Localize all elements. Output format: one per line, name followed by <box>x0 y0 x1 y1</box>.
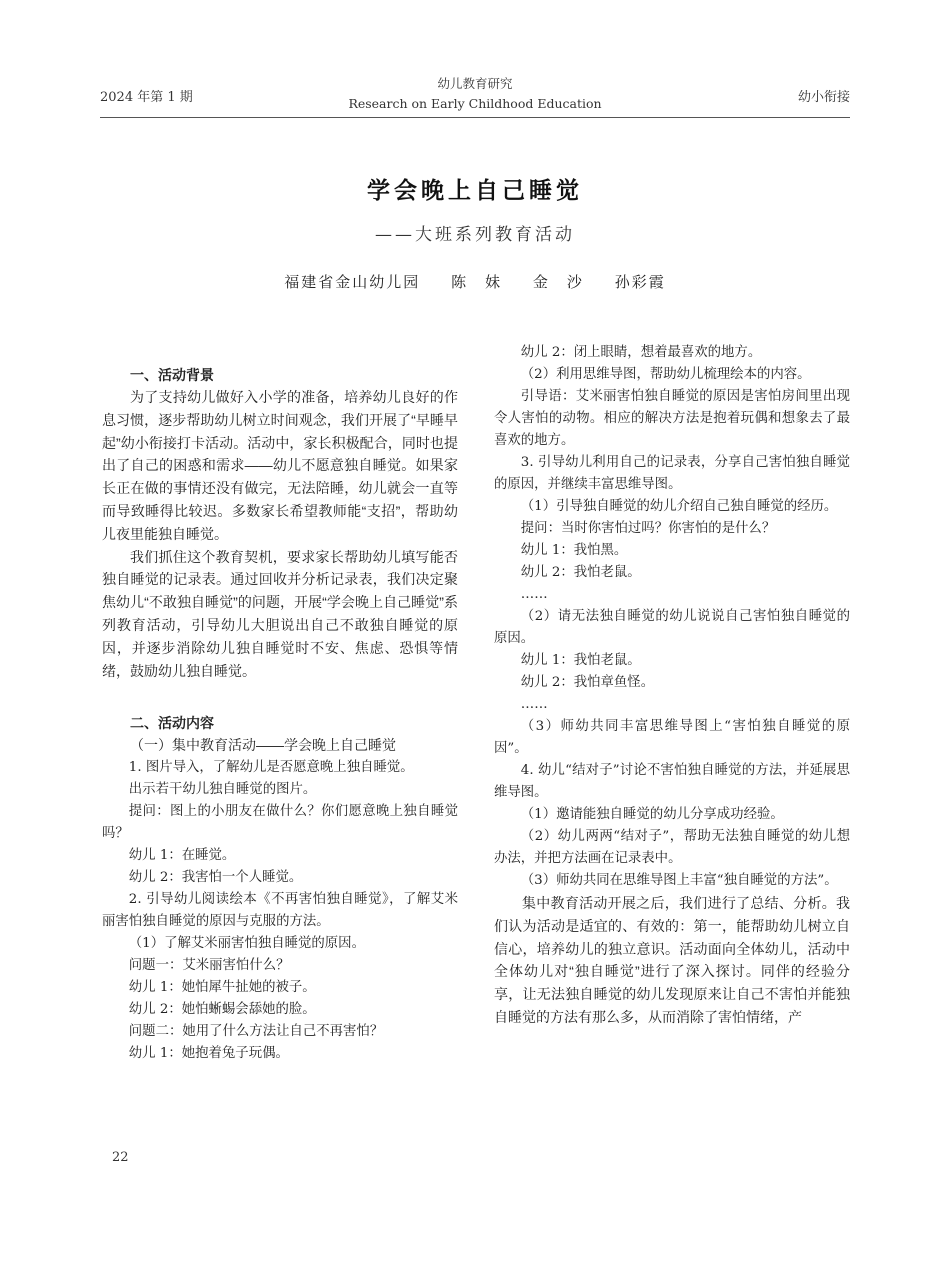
journal-name-cn: 幼儿教育研究 <box>437 76 513 91</box>
paragraph: 幼儿 2：我怕老鼠。 <box>520 565 641 580</box>
paragraph: 幼儿 1：我怕黑。 <box>520 543 628 558</box>
section-heading: 二、活动内容 <box>130 715 214 732</box>
paragraph: 引导语：艾米丽害怕独自睡觉的原因是害怕房间里出现令人害怕的动物。相应的解决方法是抱着玩偶和想象去了最喜欢的地方。 <box>494 389 850 448</box>
paragraph: （2）利用思维导图，帮助幼儿梳理绘本的内容。 <box>520 367 811 382</box>
paragraph: 3. 引导幼儿利用自己的记录表，分享自己害怕独自睡觉的原因，并继续丰富思维导图。 <box>494 455 850 492</box>
paragraph: 幼儿 1：在睡觉。 <box>128 848 236 864</box>
paragraph: 幼儿 1：我怕老鼠。 <box>520 653 641 668</box>
paragraph: 问题二：她用了什么方法让自己不再害怕？ <box>128 1024 384 1040</box>
paragraph: （1）邀请能独自睡觉的幼儿分享成功经验。 <box>520 807 784 822</box>
paragraph: 出示若干幼儿独自睡觉的图片。 <box>128 782 317 798</box>
paragraph: 幼儿 2：闭上眼睛，想着最喜欢的地方。 <box>520 345 762 360</box>
paragraph: （3）师幼共同在思维导图上丰富“独自睡觉的方法”。 <box>520 873 838 888</box>
paragraph: 4. 幼儿“结对子”讨论不害怕独自睡觉的方法，并延展思维导图。 <box>494 763 850 800</box>
paragraph: 幼儿 2：我害怕一个人睡觉。 <box>128 870 303 886</box>
paragraph: 幼儿 2：我怕章鱼怪。 <box>520 675 655 690</box>
paragraph: 问题一：艾米丽害怕什么？ <box>128 958 290 974</box>
affiliation: 福建省金山幼儿园 <box>284 273 421 291</box>
paragraph: 提问：当时你害怕过吗？你害怕的是什么？ <box>520 521 776 536</box>
page-number: 22 <box>112 1150 129 1165</box>
page-header <box>0 0 950 118</box>
section-label: 幼小衔接 <box>797 90 850 105</box>
author-name: 孙彩霞 <box>614 273 666 291</box>
article-subtitle: ——大班系列教育活动 <box>375 225 575 245</box>
author-line <box>0 271 950 292</box>
author-name: 陈 妹 <box>451 273 503 291</box>
paragraph: （1）了解艾米丽害怕独自睡觉的原因。 <box>128 936 365 952</box>
paragraph: 幼儿 2：她怕蜥蜴会舔她的脸。 <box>128 1002 316 1018</box>
paragraph: 幼儿 1：她怕犀牛扯她的被子。 <box>128 980 316 996</box>
paragraph: 提问：图上的小朋友在做什么？你们愿意晚上独自睡觉吗？ <box>102 804 458 842</box>
issue-label: 2024 年第 1 期 <box>100 90 193 105</box>
article-title: 学会晚上自己睡觉 <box>367 177 583 204</box>
paragraph: （1）引导独自睡觉的幼儿介绍自己独自睡觉的经历。 <box>520 499 838 514</box>
paragraph: 我们抓住这个教育契机，要求家长帮助幼儿填写能否独自睡觉的记录表。通过回收并分析记录表，我们决定聚焦幼儿“不敢独自睡觉”的问题，开展“学会晚上自己睡觉”系列教育活动，引导幼儿大胆说出自己不敢独自睡觉的原因，并逐步消除幼儿独自睡觉时不安、焦虑、恐惧等情绪，鼓励幼儿独自睡觉。 <box>102 548 458 679</box>
paragraph: 集中教育活动开展之后，我们进行了总结、分析。我们认为活动是适宜的、有效的：第一，能帮助幼儿树立自信心，培养幼儿的独立意识。活动面向全体幼儿，活动中全体幼儿对“独自睡觉”进行了深入探讨。同伴的经验分享，让无法独自睡觉的幼儿发现原来让自己不害怕并能独自睡觉的方法有那么多，从而消除了害怕情绪，产 <box>494 895 850 1025</box>
journal-name-en: Research on Early Childhood Education <box>348 96 602 111</box>
paragraph: （2）幼儿两两“结对子”，帮助无法独自睡觉的幼儿想办法，并把方法画在记录表中。 <box>494 829 850 866</box>
right-column <box>494 342 850 1029</box>
header-divider <box>100 117 850 118</box>
left-column <box>102 342 458 1065</box>
paragraph: …… <box>520 587 548 602</box>
paragraph: （3）师幼共同丰富思维导图上“害怕独自睡觉的原因”。 <box>494 719 850 756</box>
paragraph: 为了支持幼儿做好入小学的准备，培养幼儿良好的作息习惯，逐步帮助幼儿树立时间观念，我们开展了“早睡早起”幼小衔接打卡活动。活动中，家长积极配合，同时也提出了自己的困惑和需求——幼儿不愿意独自睡觉。如果家长正在做的事情还没有做完，无法陪睡，幼儿就会一直等而导致睡得比较迟。多数家长希望教师能“支招”，帮助幼儿夜里能独自睡觉。 <box>102 389 458 542</box>
paragraph: 幼儿 1：她抱着兔子玩偶。 <box>128 1046 289 1062</box>
paragraph: 2. 引导幼儿阅读绘本《不再害怕独自睡觉》，了解艾米丽害怕独自睡觉的原因与克服的方法。 <box>102 892 458 930</box>
section-heading: 一、活动背景 <box>130 367 214 383</box>
paragraph: （2）请无法独自睡觉的幼儿说说自己害怕独自睡觉的原因。 <box>494 609 850 646</box>
paragraph: 1. 图片导入，了解幼儿是否愿意晚上独自睡觉。 <box>128 760 414 776</box>
author-name: 金 沙 <box>532 273 584 291</box>
subsection-heading: （一）集中教育活动——学会晚上自己睡觉 <box>130 737 396 754</box>
paragraph: …… <box>520 697 548 712</box>
